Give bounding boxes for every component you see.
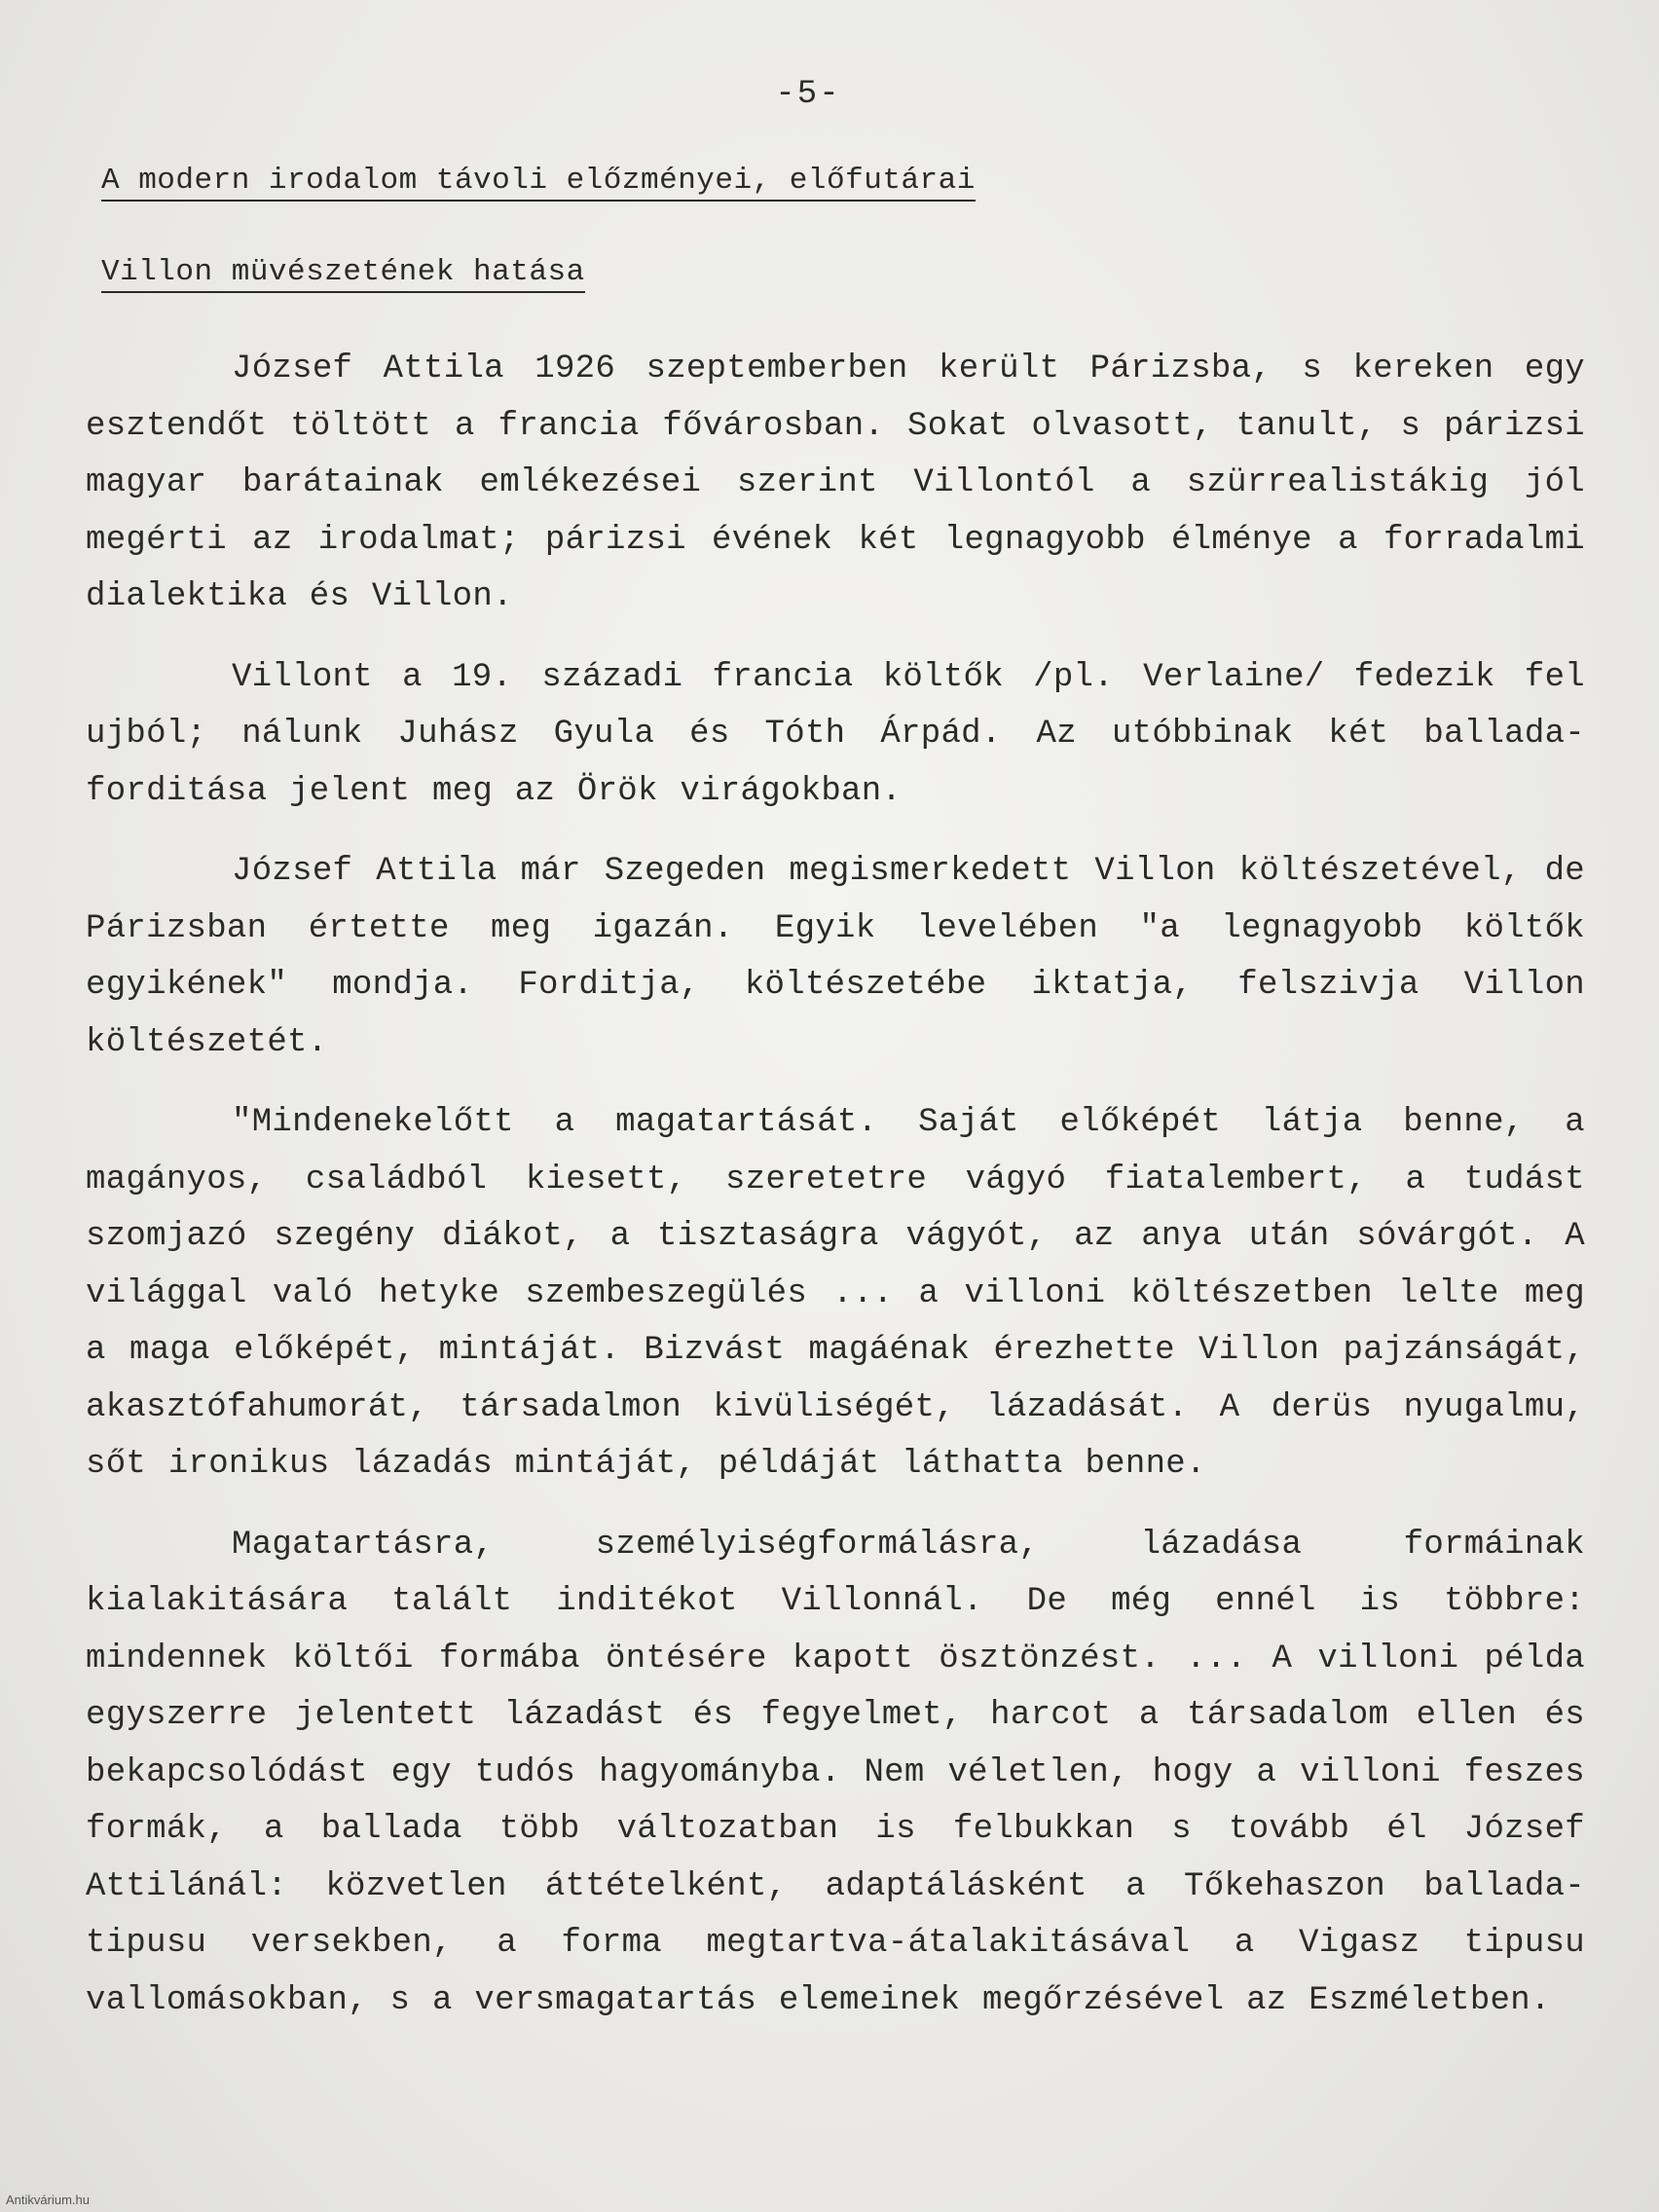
paragraph-2: Villont a 19. századi francia költők /pl. Verlaine/ fedezik fel ujból; nálunk Juhász Gyula és Tóth Árpád. Az utóbbinak két ballada-forditása jelent meg az Örök virágokban. (86, 658, 1585, 810)
section-heading: A modern irodalom távoli előzményei, előfutárai (101, 164, 976, 202)
subsection-heading: Villon müvészetének hatása (101, 255, 585, 293)
paragraph-1: József Attila 1926 szeptemberben került Párizsba, s kereken egy esztendőt töltött a francia fővárosban. Sokat olvasott, tanult, s párizsi magyar barátainak emlékezései szerint Villontól a szürrealistákig jól megérti az irodalmat; párizsi évének két legnagyobb élménye a forradalmi dialektika és Villon. (86, 350, 1585, 615)
page-number: -5- (775, 76, 841, 113)
paragraph-5: Magatartásra, személyiségformálásra, lázadása formáinak kialakitására talált inditékot Villonnál. De még ennél is többre: mindennek költői formába öntésére kapott ösztönzést. ... A villoni példa egyszerre jelentett lázadást és fegyelmet, harcot a társadalom ellen és bekapcsolódást egy tudós hagyományba. Nem véletlen, hogy a villoni feszes formák, a ballada több változatban is felbukkan s tovább él József Attilánál: közvetlen áttételként, adaptálásként a Tőkehaszon ballada-tipusu versekben, a forma megtartva-átalakitásával a Vigasz tipusu vallomásokban, s a versmagatartás elemeinek megőrzésével az Eszméletben. (86, 1526, 1585, 2019)
watermark-text: Antikvárium.hu (6, 2193, 90, 2207)
body-text (86, 341, 1585, 2052)
paragraph-3: József Attila már Szegeden megismerkedett Villon költészetével, de Párizsban értette meg igazán. Egyik levelében "a legnagyobb költők egyikének" mondja. Forditja, költészetébe iktatja, felszivja Villon költészetét. (86, 853, 1585, 1061)
paragraph-4: "Mindenekelőtt a magatartását. Saját előképét látja benne, a magányos, családból kiesett, szeretetre vágyó fiatalembert, a tudást szomjazó szegény diákot, a tisztaságra vágyót, az anya után sóvárgót. A világgal való hetyke szembeszegülés ... a villoni költészetben lelte meg a maga előképét, mintáját. Bizvást magáénak érezhette Villon pajzánságát, akasztófahumorát, társadalmon kivüliségét, lázadását. A derüs nyugalmu, sőt ironikus lázadás mintáját, példáját láthatta benne. (86, 1104, 1585, 1483)
